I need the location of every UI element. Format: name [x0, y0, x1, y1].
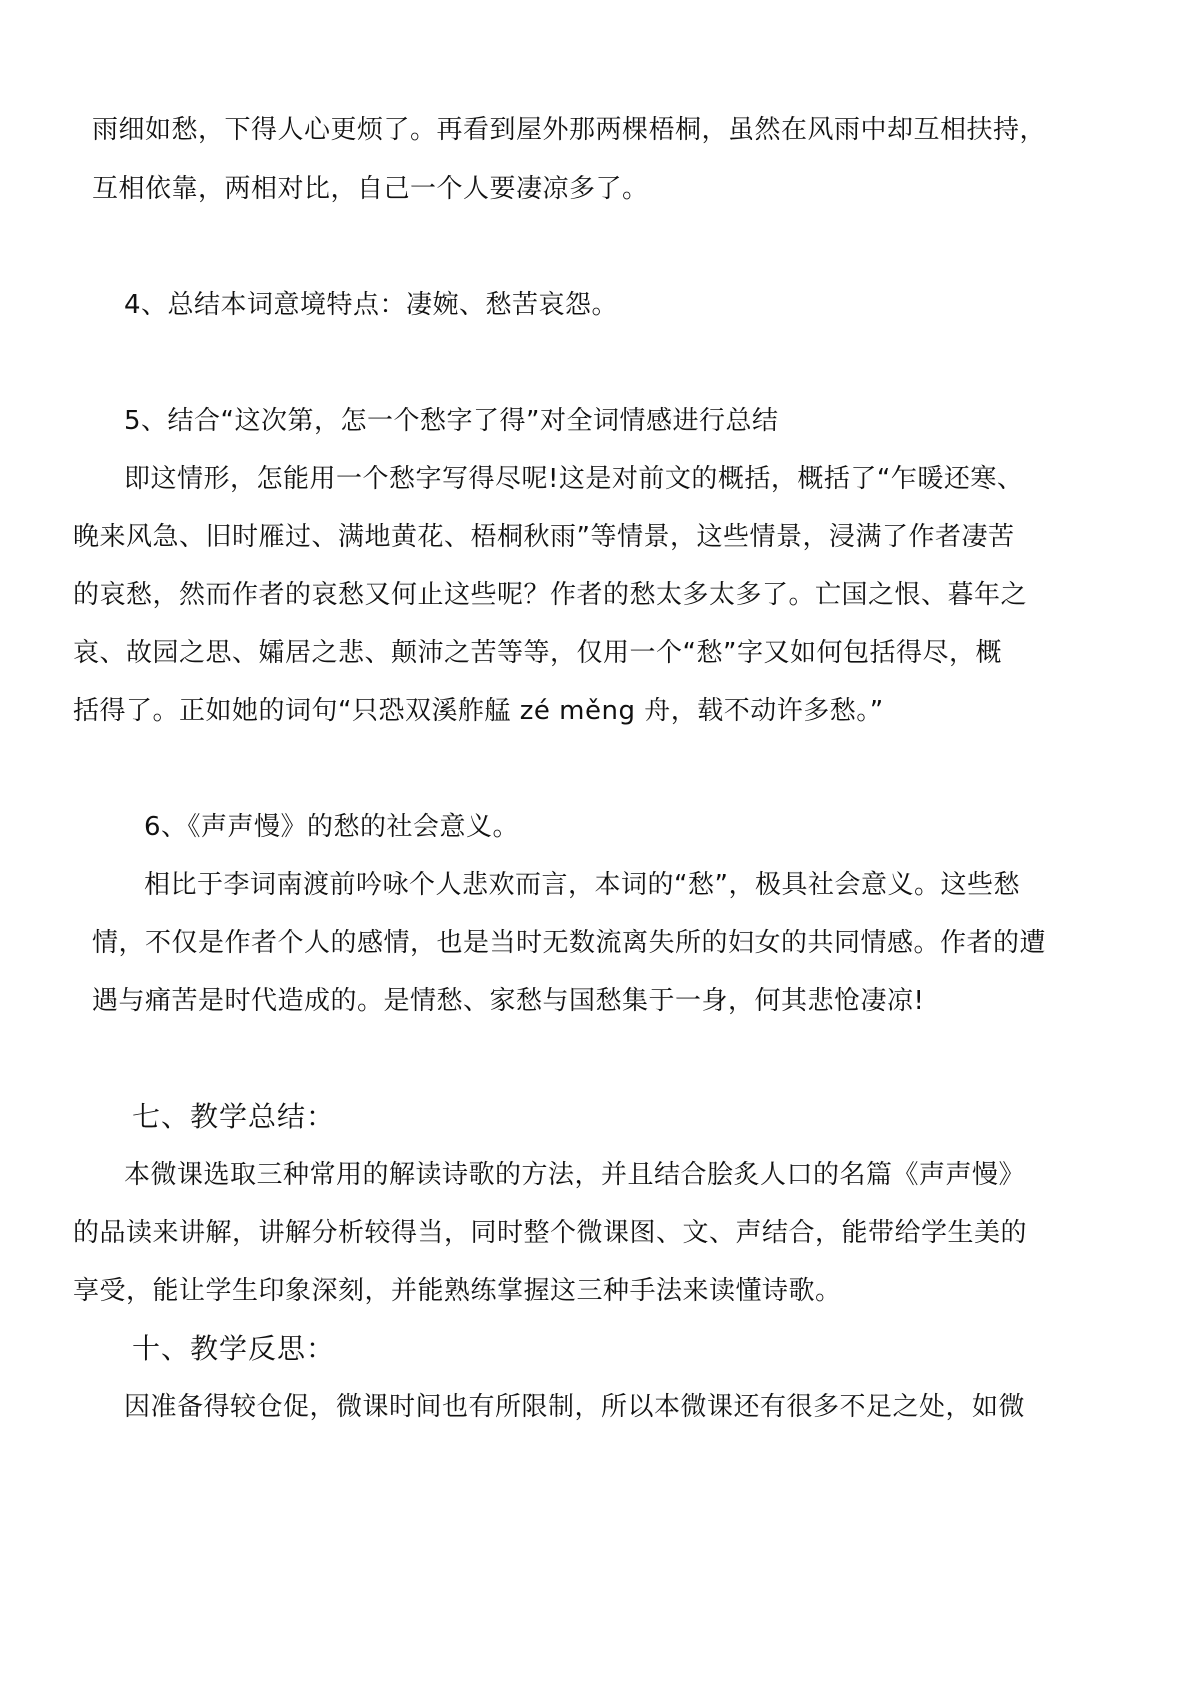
paragraph-line: 相比于李词南渡前吟咏个人悲欢而言，本词的“愁”，极具社会意义。这些愁 — [144, 870, 1020, 900]
item-4-heading: 4、总结本词意境特点：凄婉、愁苦哀怨。 — [124, 290, 619, 320]
item-6-heading: 6、《声声慢》的愁的社会意义。 — [144, 812, 520, 842]
paragraph-line: 情，不仅是作者个人的感情，也是当时无数流离失所的妇女的共同情感。作者的遭 — [92, 928, 1047, 958]
paragraph-line: 晚来风急、旧时雁过、满地黄花、梧桐秋雨”等情景，这些情景，浸满了作者凄苦 — [73, 522, 1015, 552]
item-5-heading: 5、结合“这次第，怎一个愁字了得”对全词情感进行总结 — [124, 406, 779, 436]
section-7-heading: 七、教学总结： — [132, 1100, 336, 1133]
paragraph-line: 遇与痛苦是时代造成的。是情愁、家愁与国愁集于一身，何其悲怆凄凉! — [92, 986, 925, 1016]
paragraph-line: 的品读来讲解，讲解分析较得当，同时整个微课图、文、声结合，能带给学生美的 — [73, 1218, 1028, 1248]
section-10-heading: 十、教学反思： — [132, 1332, 336, 1365]
paragraph-line: 本微课选取三种常用的解读诗歌的方法，并且结合脍炙人口的名篇《声声慢》 — [124, 1160, 1026, 1190]
paragraph-line: 享受，能让学生印象深刻，并能熟练掌握这三种手法来读懂诗歌。 — [73, 1276, 842, 1306]
paragraph-line: 即这情形，怎能用一个愁字写得尽呢!这是对前文的概括，概括了“乍暖还寒、 — [124, 464, 1024, 494]
paragraph-line: 因准备得较仓促，微课时间也有所限制，所以本微课还有很多不足之处，如微 — [124, 1392, 1026, 1422]
paragraph-line: 哀、故园之思、孀居之悲、颠沛之苦等等，仅用一个“愁”字又如何包括得尽，概 — [73, 638, 1002, 668]
paragraph-line: 括得了。正如她的词句“只恐双溪舴艋 zé měng 舟，载不动许多愁。” — [73, 696, 884, 726]
paragraph-line: 互相依靠，两相对比，自己一个人要凄凉多了。 — [92, 174, 649, 204]
paragraph-line: 雨细如愁，下得人心更烦了。再看到屋外那两棵梧桐，虽然在风雨中却互相扶持， — [92, 115, 1047, 145]
paragraph-line: 的哀愁，然而作者的哀愁又何止这些呢？作者的愁太多太多了。亡国之恨、暮年之 — [73, 580, 1028, 610]
